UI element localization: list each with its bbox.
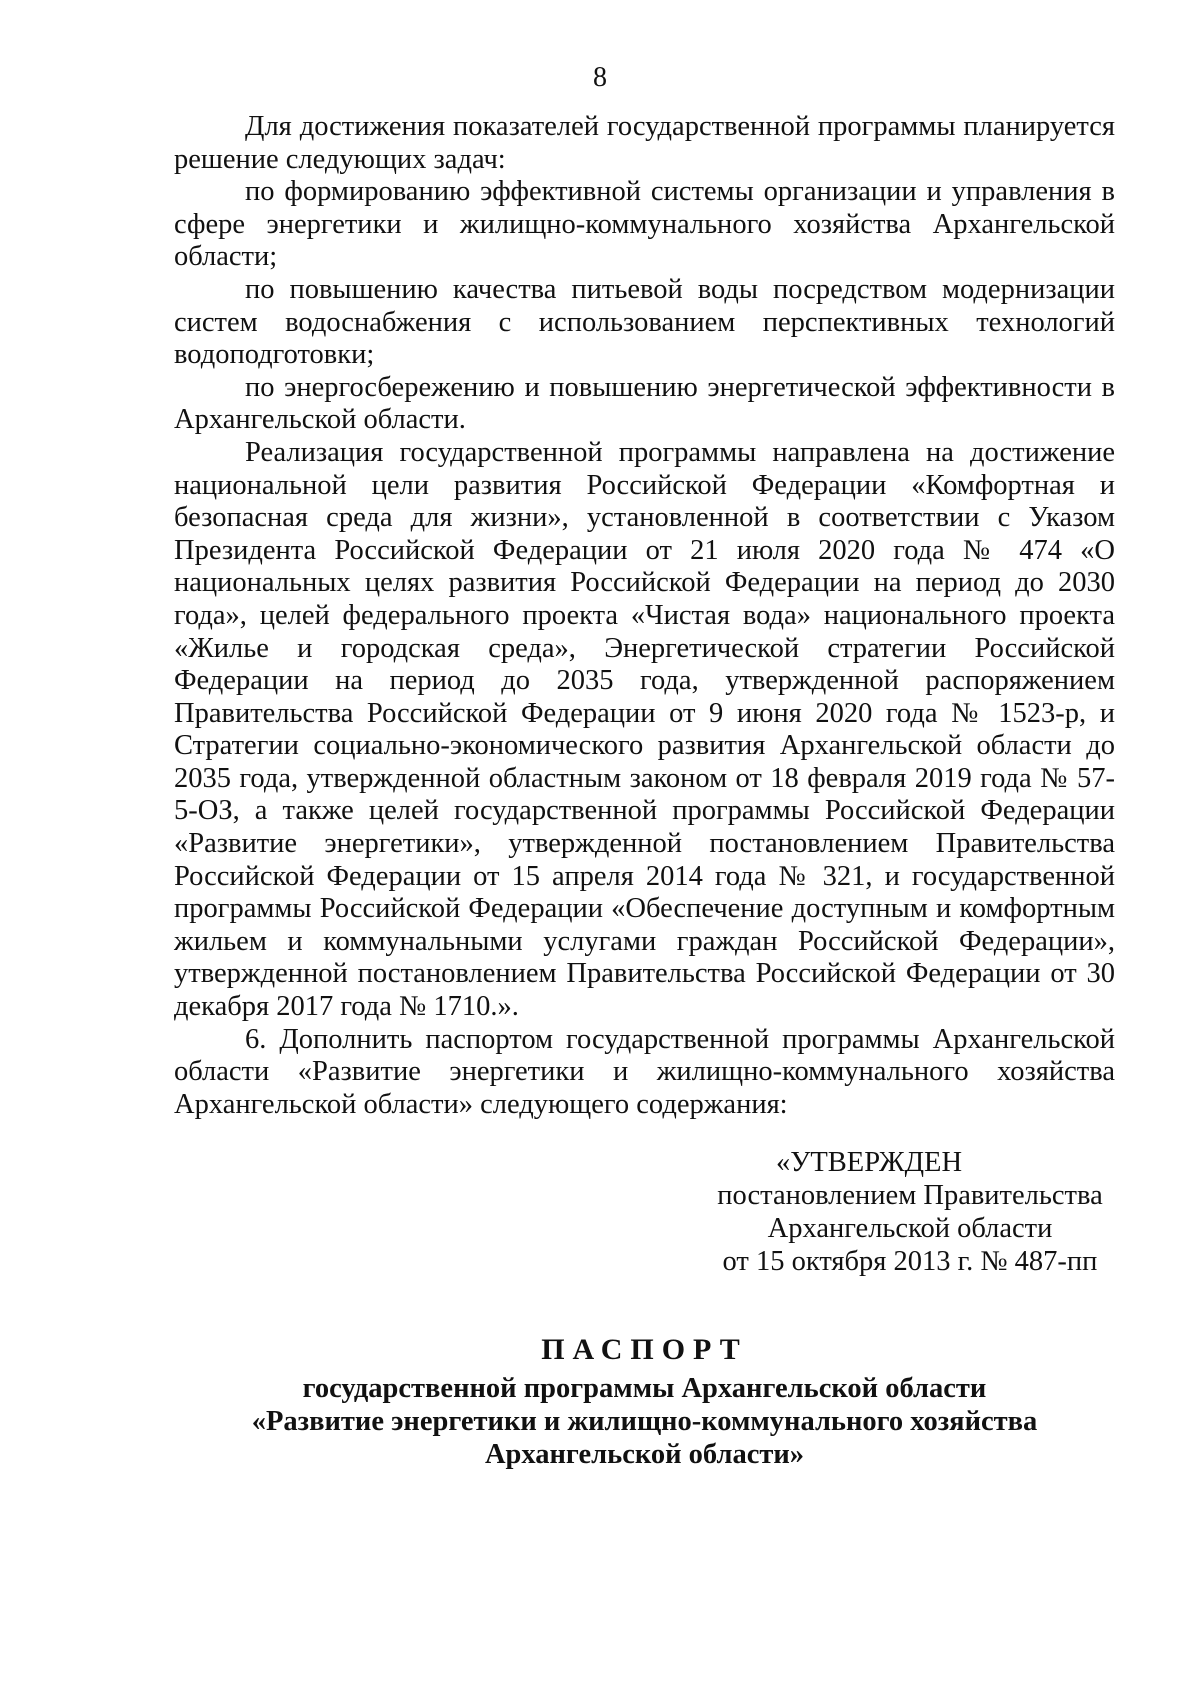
passport-title-block [174,1332,1115,1471]
passport-heading: ПАСПОРТ [541,1333,748,1366]
passport-subtitle-line-1: государственной программы Архангельской области [302,1373,987,1404]
approval-approved: «УТВЕРЖДЕН [775,1147,963,1178]
paragraph-intro: Для достижения показателей государственной программы планируется решение следующих задач: [174,111,1115,175]
paragraph-task-energy-saving: по энергосбережению и повышению энергетической эффективности в Архангельской области. [174,371,1115,436]
paragraph-implementation: Реализация государственной программы направлена на достижение национальной цели развития Российской Федерации «Комфортная и безопасная среда для жизни», установленной в соответствии с Указом Президента Российской Федерации от 21 июля 2020 года № 474 «О национальных целях развития Российской Федерации на период до 2030 года», целей федерального проекта «Чистая вода» национального проекта «Жилье и городская среда», Энергетической стратегии Российской Федерации на период до 2035 года, утвержденной распоряжением Правительства Российской Федерации от 9 июня 2020 года № 1523-р, и Стратегии социально-экономического развития Архангельской области до 2035 года, утвержденной областным законом от 18 февраля 2019 года № 57-5-ОЗ, а также целей государственной программы Российской Федерации «Развитие энергетики», утвержденной постановлением Правительства Российской Федерации от 15 апреля 2014 года № 321, и государственной программы Российской Федерации «Обеспечение доступным и комфортным жильем и коммунальными услугами граждан Российской Федерации», утвержденной постановлением Правительства Российской Федерации от 30 декабря 2017 года № 1710.». [174,436,1115,1023]
approval-region: Архангельской области [767,1213,1053,1244]
paragraph-task-management: по формированию эффективной системы организации и управления в сфере энергетики и жилищно-коммунального хозяйства Архангельской области; [174,176,1115,273]
body-text [174,111,1115,1121]
approval-block [700,1146,1120,1278]
passport-subtitle-line-2: «Развитие энергетики и жилищно-коммунального хозяйства [251,1406,1038,1437]
approval-by-resolution: постановлением Правительства [717,1180,1103,1211]
approval-date-number: от 15 октября 2013 г. № 487-пп [722,1246,1098,1277]
paragraph-task-water: по повышению качества питьевой воды посредством модернизации систем водоснабжения с использованием перспективных технологий водоподготовки; [174,273,1115,371]
paragraph-item-6: 6. Дополнить паспортом государственной программы Архангельской области «Развитие энергетики и жилищно-коммунального хозяйства Архангельской области» следующего содержания: [174,1023,1115,1120]
page-number: 8 [593,62,607,93]
passport-subtitle-line-3: Архангельской области» [484,1439,805,1470]
